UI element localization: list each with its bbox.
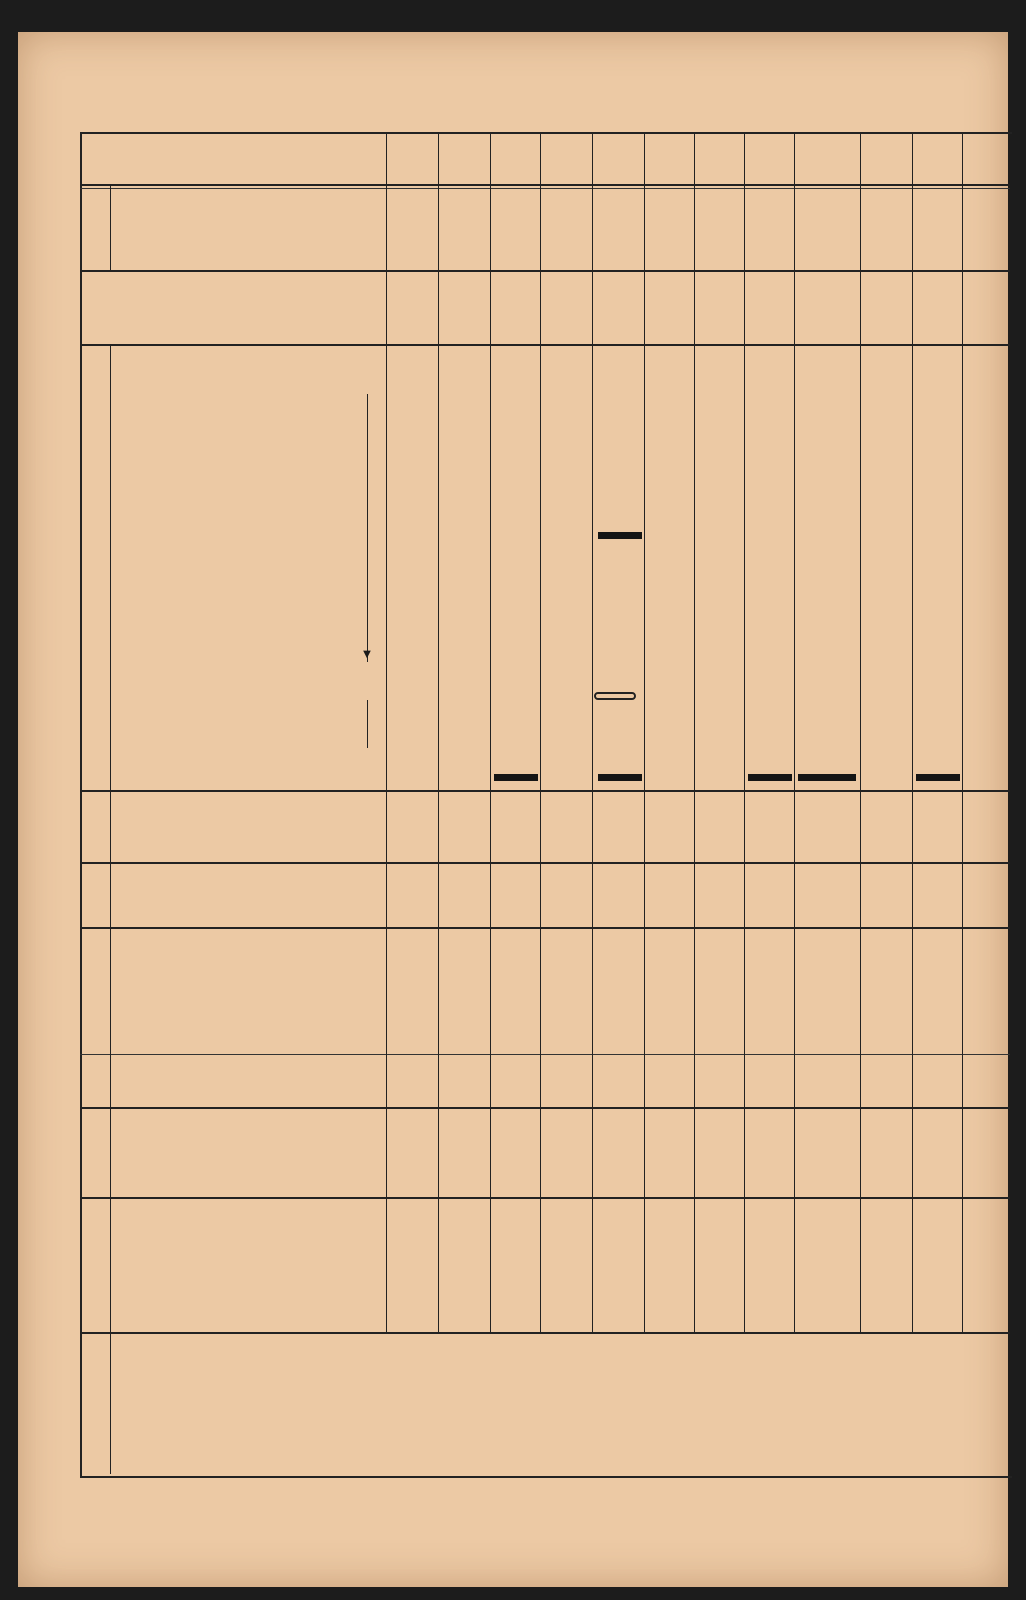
terminus-bar	[598, 774, 642, 781]
divider	[80, 1054, 1010, 1055]
divider	[80, 188, 1010, 189]
timetable-frame	[80, 132, 1012, 1478]
divider	[80, 344, 1010, 346]
divider	[744, 132, 745, 1332]
terminus-bar	[494, 774, 538, 781]
divider	[962, 132, 963, 1332]
divider	[794, 132, 795, 1332]
terminus-bar	[916, 774, 960, 781]
divider	[490, 132, 491, 1332]
divider	[386, 132, 387, 1332]
divider	[694, 132, 695, 1332]
arrow-line	[367, 394, 368, 662]
terminus-bar	[798, 774, 856, 781]
divider	[80, 790, 1010, 792]
terminus-bar	[748, 774, 792, 781]
footnote	[118, 1377, 938, 1395]
divider	[80, 1197, 1010, 1199]
timetable-page	[18, 32, 1008, 1587]
divider	[80, 862, 1010, 864]
divider	[644, 132, 645, 1332]
divider	[80, 270, 1010, 272]
divider	[110, 184, 111, 270]
divider	[912, 132, 913, 1332]
arrow-line	[367, 700, 368, 748]
divider	[592, 132, 593, 1332]
divider	[80, 1332, 1010, 1334]
divider	[80, 1107, 1010, 1109]
divider	[110, 344, 111, 1474]
divider	[80, 927, 1010, 929]
divider	[540, 132, 541, 1332]
divider	[438, 132, 439, 1332]
divider	[860, 132, 861, 1332]
train-oval	[594, 692, 636, 700]
terminus-bar	[598, 532, 642, 539]
arrow-down-icon: ▼	[363, 649, 371, 660]
divider	[80, 184, 1010, 186]
